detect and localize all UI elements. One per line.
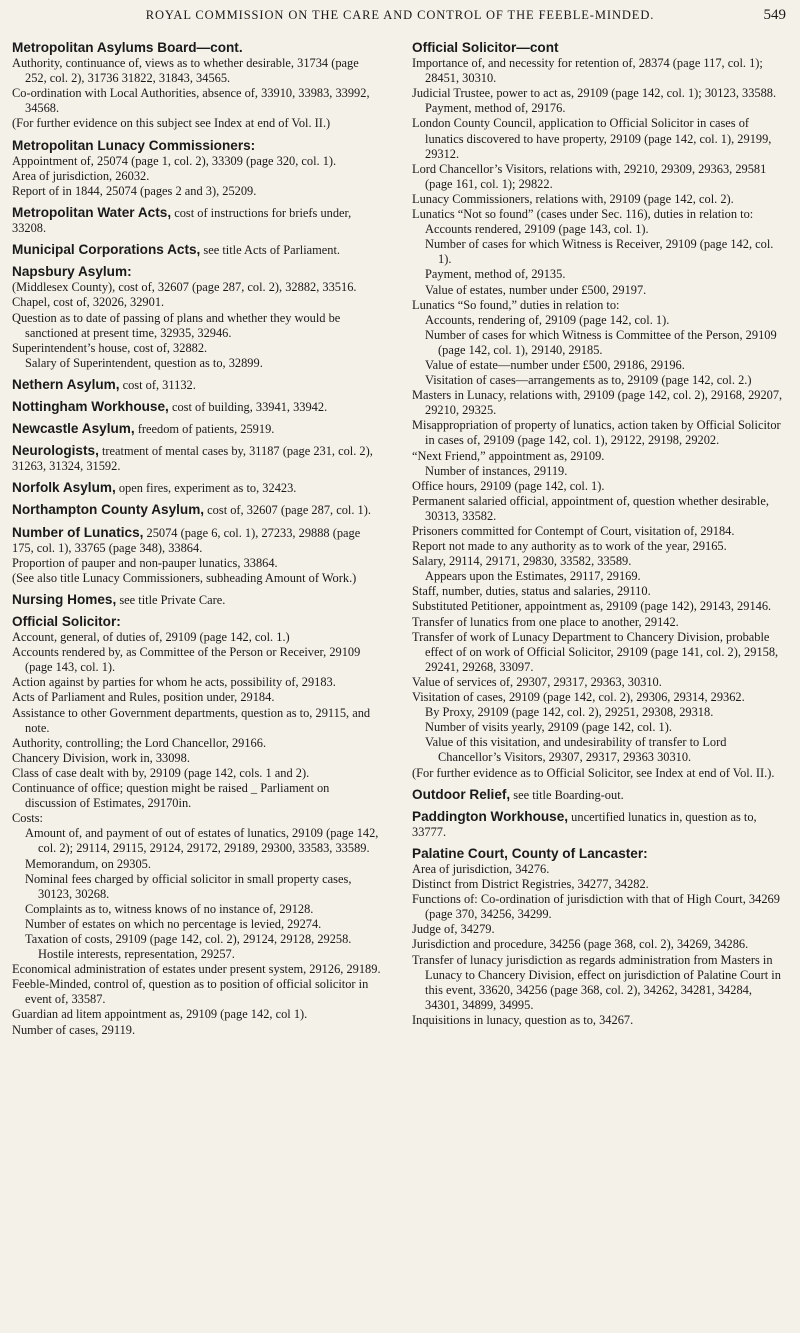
- index-entry: [12, 205, 382, 236]
- entry-line: Report not made to any authority as to work of the year, 29165.: [412, 539, 727, 554]
- entry-first-line: [12, 592, 382, 608]
- entry-line: Question as to date of passing of plans and whether they would be sanctioned at present time, 32935, 32946.: [12, 310, 341, 340]
- index-entry: [12, 242, 382, 258]
- entry-heading: Nursing Homes,: [12, 591, 117, 607]
- entry-line: Value of services of, 29307, 29317, 29363, 30310.: [412, 674, 662, 689]
- entry-line: Memorandum, on 29305.: [25, 856, 151, 871]
- entry-line: Salary of Superintendent, question as to, 32899.: [25, 355, 263, 370]
- entry-line: Value of estates, number under £500, 29197.: [425, 282, 647, 297]
- entry-line: Lunatics “So found,” duties in relation to:: [412, 297, 620, 312]
- entry-first-line: [12, 525, 382, 556]
- index-entry: [412, 787, 787, 803]
- entry-text: see title Boarding-out.: [510, 787, 624, 802]
- entry-heading: Newcastle Asylum,: [12, 421, 135, 437]
- entry-first-line: [412, 787, 787, 803]
- entry-line: Accounts rendered, 29109 (page 143, col. 1).: [425, 222, 649, 237]
- entry-line: Taxation of costs, 29109 (page 142, col. 2), 29124, 29128, 29258.: [25, 931, 352, 946]
- entry-first-line: [12, 480, 382, 496]
- entry-line: Co-ordination with Local Authorities, absence of, 33910, 33983, 33992, 34568.: [12, 86, 370, 116]
- entry-line: Distinct from District Registries, 34277, 34282.: [412, 877, 649, 892]
- entry-line: (See also title Lunacy Commissioners, subheading Amount of Work.): [12, 570, 357, 585]
- entry-line: Lunacy Commissioners, relations with, 29109 (page 142, col. 2).: [412, 191, 734, 206]
- entry-text: 25074 (page 6, col. 1), 27233, 29888 (page 175, col. 1), 33765 (page 348), 33864.: [12, 525, 361, 555]
- entry-line: Proportion of pauper and non-pauper lunatics, 33864.: [12, 555, 278, 570]
- index-entry: [12, 592, 382, 608]
- entry-line: Permanent salaried official, appointment of, question whether desirable, 30313, 33582.: [412, 493, 769, 523]
- entry-first-line: [12, 377, 382, 393]
- entry-line: Masters in Lunacy, relations with, 29109 (page 142, col. 2), 29168, 29207, 29210, 29325.: [412, 388, 783, 418]
- entry-line: Office hours, 29109 (page 142, col. 1).: [412, 478, 605, 493]
- entry-line: Inquisitions in lunacy, question as to, 34267.: [412, 1012, 634, 1027]
- entry-line: Judge of, 34279.: [412, 922, 495, 937]
- entry-line: Judicial Trustee, power to act as, 29109 (page 142, col. 1); 30123, 33588.: [412, 86, 777, 101]
- entry-heading: Municipal Corporations Acts,: [12, 242, 201, 258]
- entry-line: Number of instances, 29119.: [425, 463, 568, 478]
- entry-line: Number of cases for which Witness is Committee of the Person, 29109 (page 142, col. 1), 29140, 29185.: [425, 327, 777, 357]
- entry-text: cost of, 32607 (page 287, col. 1).: [204, 503, 371, 518]
- entry-line: Costs:: [12, 811, 43, 826]
- entry-line: Payment, method of, 29135.: [425, 267, 566, 282]
- entry-heading: Metropolitan Lunacy Commissioners:: [12, 137, 256, 153]
- entry-first-line: [412, 809, 787, 840]
- entry-heading: Official Solicitor—cont: [412, 40, 559, 55]
- entry-line: Class of case dealt with by, 29109 (page 142, cols. 1 and 2).: [12, 765, 310, 780]
- entry-first-line: [12, 421, 382, 437]
- entry-line: Functions of: Co-ordination of jurisdiction with that of High Court, 34269 (page 370, 34256, 34299.: [412, 892, 780, 922]
- page-header: [0, 8, 800, 30]
- entry-first-line: [12, 614, 382, 630]
- index-entry: [12, 480, 382, 496]
- entry-line: Accounts, rendering of, 29109 (page 142, col. 1).: [425, 312, 670, 327]
- entry-text: treatment of mental cases by, 31187 (page 231, col. 2), 31263, 31324, 31592.: [12, 444, 373, 474]
- entry-heading: Neurologists,: [12, 443, 99, 459]
- entry-line: Appears upon the Estimates, 29117, 29169.: [425, 569, 641, 584]
- entry-line: Number of cases for which Witness is Receiver, 29109 (page 142, col. 1).: [425, 237, 774, 267]
- index-entry: [12, 399, 382, 415]
- entry-first-line: [12, 40, 382, 56]
- entry-line: Appointment of, 25074 (page 1, col. 2), 33309 (page 320, col. 1).: [12, 153, 337, 168]
- entry-line: Importance of, and necessity for retention of, 28374 (page 117, col. 1); 28451, 30310.: [412, 56, 763, 86]
- entry-line: “Next Friend,” appointment as, 29109.: [412, 448, 605, 463]
- entry-line: Lord Chancellor’s Visitors, relations with, 29210, 29309, 29363, 29581 (page 161, col. 1); 29822.: [412, 161, 767, 191]
- entry-line: London County Council, application to Official Solicitor in cases of lunatics discovered to have property, 29109 (page 142, col. 1), 29199, 29312.: [412, 116, 772, 161]
- entry-line: Prisoners committed for Contempt of Court, visitation of, 29184.: [412, 524, 735, 538]
- index-entry: [12, 502, 382, 518]
- entry-text: see title Private Care.: [116, 592, 226, 607]
- index-entry: [12, 443, 382, 474]
- entry-heading: Official Solicitor:: [12, 614, 121, 629]
- entry-line: Report of in 1844, 25074 (pages 2 and 3), 25209.: [12, 183, 257, 198]
- entry-line: Salary, 29114, 29171, 29830, 33582, 33589.: [412, 554, 632, 569]
- index-entry: [12, 421, 382, 437]
- entry-first-line: [412, 40, 787, 56]
- entry-line: Payment, method of, 29176.: [425, 101, 566, 116]
- entry-line: Acts of Parliament and Rules, position under, 29184.: [12, 690, 275, 705]
- entry-line: Number of estates on which no percentage is levied, 29274.: [25, 916, 322, 931]
- entry-line: Visitation of cases—arrangements as to, 29109 (page 142, col. 2.): [425, 373, 752, 388]
- entry-line: Visitation of cases, 29109 (page 142, col. 2), 29306, 29314, 29362.: [412, 690, 745, 705]
- index-entry: [12, 40, 382, 132]
- entry-line: Continuance of office; question might be raised _ Parliament on discussion of Estimates, 29170in.: [12, 781, 330, 811]
- index-entry: [12, 614, 382, 1038]
- entry-line: (Middlesex County), cost of, 32607 (page 287, col. 2), 32882, 33516.: [12, 280, 357, 295]
- entry-heading: Norfolk Asylum,: [12, 480, 116, 496]
- entry-line: Complaints as to, witness knows of no instance of, 29128.: [25, 901, 314, 916]
- entry-line: Jurisdiction and procedure, 34256 (page 368, col. 2), 34269, 34286.: [412, 937, 749, 952]
- entry-line: Staff, number, duties, status and salaries, 29110.: [412, 584, 651, 599]
- entry-text: uncertified lunatics in, question as to, 33777.: [412, 809, 757, 839]
- entry-line: Area of jurisdiction, 34276.: [412, 861, 550, 876]
- entry-first-line: [12, 502, 382, 518]
- entry-line: Chancery Division, work in, 33098.: [12, 750, 190, 765]
- entry-heading: Outdoor Relief,: [412, 786, 511, 802]
- running-title: ROYAL COMMISSION ON THE CARE AND CONTROL OF THE FEEBLE-MINDED.: [145, 8, 655, 22]
- entry-heading: Northampton County Asylum,: [12, 502, 205, 518]
- entry-heading: Palatine Court, County of Lancaster:: [412, 845, 648, 861]
- index-entry: [12, 377, 382, 393]
- entry-line: Action against by parties for whom he acts, possibility of, 29183.: [12, 675, 336, 690]
- entry-line: Transfer of work of Lunacy Department to Chancery Division, probable effect of on work of Official Solicitor, 29109 (page 141, col. 2), 29158, 29241, 29268, 33097.: [412, 629, 779, 674]
- entry-text: open fires, experiment as to, 32423.: [115, 481, 297, 496]
- index-entry: [412, 846, 787, 1028]
- entry-line: Account, general, of duties of, 29109 (page 142, col. 1.): [12, 630, 290, 645]
- entry-line: Accounts rendered by, as Committee of the Person or Receiver, 29109 (page 143, col. 1).: [12, 645, 361, 675]
- entry-line: Lunatics “Not so found” (cases under Sec. 116), duties in relation to:: [412, 207, 754, 222]
- entry-line: Amount of, and payment of out of estates of lunatics, 29109 (page 142, col. 2); 29114, 29115, 29124, 29172, 29189, 29300, 33583, 33589.: [25, 826, 379, 856]
- entry-first-line: [12, 399, 382, 415]
- entry-line: (For further evidence as to Official Solicitor, see Index at end of Vol. II.).: [412, 765, 775, 780]
- entry-line: Superintendent’s house, cost of, 32882.: [12, 340, 208, 355]
- entry-line: Area of jurisdiction, 26032.: [12, 168, 150, 183]
- entry-line: Misappropriation of property of lunatics, action taken by Official Solicitor in cases of, 29109 (page 142, col. 1), 29122, 29198, 29202.: [412, 418, 781, 448]
- page-number: 549: [763, 7, 786, 23]
- entry-line: Nominal fees charged by official solicitor in small property cases, 30123, 30268.: [25, 871, 352, 901]
- index-entry: [412, 40, 787, 781]
- entry-line: Guardian ad litem appointment as, 29109 (page 142, col 1).: [12, 1007, 308, 1022]
- right-column: [412, 40, 787, 1034]
- entry-text: cost of instructions for briefs under, 33208.: [12, 205, 352, 236]
- entry-heading: Nottingham Workhouse,: [12, 398, 169, 414]
- entry-heading: Paddington Workhouse,: [412, 808, 569, 824]
- entry-first-line: [12, 138, 382, 154]
- entry-line: By Proxy, 29109 (page 142, col. 2), 29251, 29308, 29318.: [425, 705, 714, 720]
- entry-text: freedom of patients, 25919.: [134, 422, 275, 437]
- index-entry: [412, 809, 787, 840]
- entry-line: Number of cases, 29119.: [12, 1022, 136, 1037]
- index-entry: [12, 525, 382, 586]
- entry-line: Hostile interests, representation, 29257.: [38, 947, 235, 962]
- entry-line: Feeble-Minded, control of, question as to position of official solicitor in event of, 33587.: [12, 977, 369, 1007]
- left-column: [12, 40, 382, 1044]
- entry-line: Transfer of lunatics from one place to another, 29142.: [412, 614, 679, 629]
- index-entry: [12, 138, 382, 199]
- entry-line: Authority, continuance of, views as to whether desirable, 31734 (page 252, col. 2), 31736 31822, 31843, 34565.: [12, 56, 359, 86]
- entry-first-line: [12, 443, 382, 474]
- entry-line: Substituted Petitioner, appointment as, 29109 (page 142), 29143, 29146.: [412, 599, 772, 614]
- entry-heading: Metropolitan Water Acts,: [12, 204, 172, 220]
- entry-heading: Metropolitan Asylums Board—cont.: [12, 40, 243, 55]
- entry-line: Value of estate—number under £500, 29186, 29196.: [425, 357, 685, 372]
- entry-text: cost of, 31132.: [119, 377, 196, 392]
- index-entry: [12, 264, 382, 371]
- entry-line: Economical administration of estates under present system, 29126, 29189.: [12, 962, 381, 977]
- entry-line: (For further evidence on this subject see Index at end of Vol. II.): [12, 116, 331, 131]
- entry-line: Number of visits yearly, 29109 (page 142, col. 1).: [425, 720, 672, 735]
- entry-heading: Nethern Asylum,: [12, 376, 120, 392]
- entry-first-line: [412, 846, 787, 862]
- entry-heading: Napsbury Asylum:: [12, 264, 132, 280]
- entry-first-line: [12, 264, 382, 280]
- entry-line: Value of this visitation, and undesirability of transfer to Lord Chancellor’s Visitors, 29307, 29317, 29363 30310.: [425, 735, 727, 765]
- entry-heading: Number of Lunatics,: [12, 524, 144, 540]
- entry-line: Chapel, cost of, 32026, 32901.: [12, 295, 165, 310]
- entry-line: Assistance to other Government departments, question as to, 29115, and note.: [12, 705, 371, 735]
- entry-line: Transfer of lunacy jurisdiction as regards administration from Masters in Lunacy to Chancery Division, effect on jurisdiction of Palatine Court in this event, 33620, 34256 (page 368, col. 2), 34262, 34281, 34284, 34301, 34899, 34995.: [412, 952, 781, 1012]
- entry-first-line: [12, 242, 382, 258]
- entry-line: Authority, controlling; the Lord Chancellor, 29166.: [12, 735, 267, 750]
- entry-first-line: [12, 205, 382, 236]
- entry-text: see title Acts of Parliament.: [200, 243, 341, 258]
- entry-text: cost of building, 33941, 33942.: [168, 399, 328, 414]
